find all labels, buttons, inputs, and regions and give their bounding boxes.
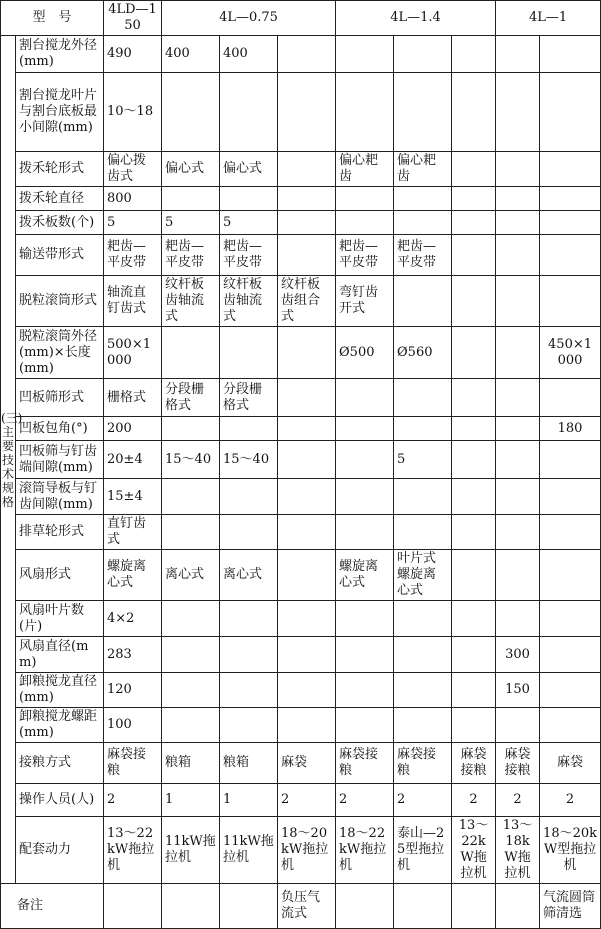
- model-header: 4L—0.75: [162, 1, 336, 36]
- cell-value: [540, 441, 601, 479]
- cell-value: 1: [162, 784, 220, 817]
- spec-row: [1, 235, 601, 276]
- spec-row: [1, 743, 601, 784]
- cell-value: 2: [104, 784, 162, 817]
- remark-value: [220, 884, 278, 929]
- cell-value: [540, 673, 601, 708]
- cell-value: [496, 601, 540, 637]
- spec-row: [1, 36, 601, 73]
- cell-value: [452, 673, 496, 708]
- cell-value: 耙齿—平皮带: [104, 235, 162, 276]
- cell-value: [394, 515, 452, 550]
- row-label: 拨禾轮形式: [16, 152, 104, 187]
- spec-row: [1, 187, 601, 211]
- cell-value: [394, 708, 452, 743]
- cell-value: [278, 708, 336, 743]
- side-label-text: (三)主要技术规格: [1, 410, 23, 509]
- cell-value: [278, 673, 336, 708]
- remark-value: [336, 884, 394, 929]
- row-label: 风扇叶片数(片): [16, 601, 104, 637]
- spec-row: [1, 817, 601, 884]
- cell-value: [336, 36, 394, 73]
- cell-value: [336, 673, 394, 708]
- cell-value: [452, 73, 496, 152]
- cell-value: 13～18kW拖拉机: [496, 817, 540, 884]
- cell-value: [394, 417, 452, 441]
- cell-value: [394, 36, 452, 73]
- cell-value: [496, 152, 540, 187]
- cell-value: 偏心式: [220, 152, 278, 187]
- cell-value: 螺旋离心式: [104, 550, 162, 601]
- cell-value: [278, 441, 336, 479]
- cell-value: 450×1 000: [540, 327, 601, 379]
- spec-row: [1, 417, 601, 441]
- cell-value: [336, 601, 394, 637]
- cell-value: [162, 73, 220, 152]
- row-label: 接粮方式: [16, 743, 104, 784]
- cell-value: [278, 417, 336, 441]
- cell-value: [336, 637, 394, 673]
- cell-value: [336, 515, 394, 550]
- cell-value: 麻袋接粮: [104, 743, 162, 784]
- spec-row: [1, 550, 601, 601]
- cell-value: [452, 515, 496, 550]
- cell-value: [220, 673, 278, 708]
- cell-value: [540, 550, 601, 601]
- spec-row: [1, 379, 601, 417]
- cell-value: 偏心耙齿: [336, 152, 394, 187]
- cell-value: Ø500: [336, 327, 394, 379]
- cell-value: 5: [394, 441, 452, 479]
- row-label: 风扇形式: [16, 550, 104, 601]
- cell-value: 2: [336, 784, 394, 817]
- cell-value: [394, 187, 452, 211]
- cell-value: [496, 441, 540, 479]
- cell-value: [220, 637, 278, 673]
- remark-label: 备注: [1, 884, 104, 929]
- cell-value: [496, 73, 540, 152]
- cell-value: [540, 515, 601, 550]
- cell-value: [162, 187, 220, 211]
- cell-value: [162, 417, 220, 441]
- cell-value: 5: [162, 211, 220, 235]
- cell-value: [452, 637, 496, 673]
- remark-value: [394, 884, 452, 929]
- cell-value: [162, 327, 220, 379]
- cell-value: [540, 479, 601, 515]
- cell-value: [540, 211, 601, 235]
- cell-value: 18～20kW拖拉机: [278, 817, 336, 884]
- cell-value: 15±4: [104, 479, 162, 515]
- cell-value: [496, 235, 540, 276]
- row-label: 脱粒滚筒形式: [16, 276, 104, 327]
- spec-row: [1, 784, 601, 817]
- row-label: 风扇直径(mm): [16, 637, 104, 673]
- spec-row: [1, 73, 601, 152]
- cell-value: 粮箱: [162, 743, 220, 784]
- cell-value: 283: [104, 637, 162, 673]
- cell-value: [540, 379, 601, 417]
- cell-value: 耙齿—平皮带: [336, 235, 394, 276]
- cell-value: [496, 379, 540, 417]
- cell-value: [278, 327, 336, 379]
- remark-row: [1, 884, 601, 929]
- model-label: 型 号: [1, 1, 104, 36]
- cell-value: [162, 708, 220, 743]
- cell-value: [496, 187, 540, 211]
- cell-value: [452, 235, 496, 276]
- cell-value: [278, 211, 336, 235]
- cell-value: [452, 211, 496, 235]
- cell-value: 2: [278, 784, 336, 817]
- spec-row: [1, 673, 601, 708]
- model-header: 4LD—150: [104, 1, 162, 36]
- cell-value: [452, 276, 496, 327]
- row-label: 配套动力: [16, 817, 104, 884]
- cell-value: [394, 601, 452, 637]
- cell-value: 纹杆板齿轴流式: [220, 276, 278, 327]
- cell-value: 轴流直钉齿式: [104, 276, 162, 327]
- row-label: 拨禾轮直径: [16, 187, 104, 211]
- cell-value: 18～20kW型拖拉机: [540, 817, 601, 884]
- row-label: 脱粒滚筒外径(mm)×长度(mm): [16, 327, 104, 379]
- cell-value: 150: [496, 673, 540, 708]
- row-label: 排草轮形式: [16, 515, 104, 550]
- cell-value: 5: [220, 211, 278, 235]
- header-row: [1, 1, 601, 36]
- cell-value: 15～40: [162, 441, 220, 479]
- spec-row: [1, 708, 601, 743]
- cell-value: 偏心耙齿: [394, 152, 452, 187]
- cell-value: [278, 73, 336, 152]
- cell-value: 15～40: [220, 441, 278, 479]
- model-header: 4L—1: [496, 1, 601, 36]
- cell-value: 300: [496, 637, 540, 673]
- cell-value: 麻袋接粮: [452, 743, 496, 784]
- cell-value: 20±4: [104, 441, 162, 479]
- cell-value: 耙齿—平皮带: [394, 235, 452, 276]
- cell-value: 离心式: [220, 550, 278, 601]
- spec-row: [1, 479, 601, 515]
- cell-value: 纹杆板齿轴流式: [162, 276, 220, 327]
- row-label: 卸粮搅龙直径(mm): [16, 673, 104, 708]
- cell-value: [394, 211, 452, 235]
- cell-value: [496, 327, 540, 379]
- cell-value: [496, 479, 540, 515]
- cell-value: [452, 708, 496, 743]
- cell-value: [336, 708, 394, 743]
- cell-value: 200: [104, 417, 162, 441]
- model-header: 4L—1.4: [336, 1, 496, 36]
- cell-value: [452, 379, 496, 417]
- cell-value: 5: [104, 211, 162, 235]
- cell-value: 叶片式螺旋离心式: [394, 550, 452, 601]
- cell-value: [162, 637, 220, 673]
- cell-value: [278, 235, 336, 276]
- cell-value: 400: [220, 36, 278, 73]
- cell-value: [540, 708, 601, 743]
- cell-value: [540, 637, 601, 673]
- spec-row: [1, 276, 601, 327]
- cell-value: [540, 36, 601, 73]
- row-label: 割台搅龙叶片与割台底板最小间隙(mm): [16, 73, 104, 152]
- cell-value: 泰山—25型拖拉机: [394, 817, 452, 884]
- cell-value: [278, 379, 336, 417]
- cell-value: 螺旋离心式: [336, 550, 394, 601]
- cell-value: [220, 601, 278, 637]
- cell-value: 麻袋: [278, 743, 336, 784]
- row-label: 拨禾板数(个): [16, 211, 104, 235]
- cell-value: 4×2: [104, 601, 162, 637]
- cell-value: [452, 187, 496, 211]
- cell-value: [278, 601, 336, 637]
- cell-value: [336, 211, 394, 235]
- spec-row: [1, 515, 601, 550]
- cell-value: [540, 73, 601, 152]
- cell-value: [394, 379, 452, 417]
- remark-value: [452, 884, 496, 929]
- row-label: 凹板筛形式: [16, 379, 104, 417]
- row-label: 滚筒导板与钉齿间隙(mm): [16, 479, 104, 515]
- cell-value: [162, 673, 220, 708]
- cell-value: [394, 637, 452, 673]
- cell-value: [336, 73, 394, 152]
- cell-value: 粮箱: [220, 743, 278, 784]
- cell-value: 11kW拖拉机: [220, 817, 278, 884]
- cell-value: 麻袋: [540, 743, 601, 784]
- cell-value: 120: [104, 673, 162, 708]
- cell-value: [452, 36, 496, 73]
- cell-value: [278, 550, 336, 601]
- cell-value: [220, 417, 278, 441]
- cell-value: [452, 417, 496, 441]
- cell-value: 2: [540, 784, 601, 817]
- row-label: 卸粮搅龙螺距(mm): [16, 708, 104, 743]
- cell-value: 180: [540, 417, 601, 441]
- cell-value: [452, 441, 496, 479]
- cell-value: 490: [104, 36, 162, 73]
- row-label: 割台搅龙外径(mm): [16, 36, 104, 73]
- cell-value: [496, 276, 540, 327]
- cell-value: [278, 515, 336, 550]
- cell-value: 麻袋接粮: [394, 743, 452, 784]
- cell-value: [540, 235, 601, 276]
- row-label: 输送带形式: [16, 235, 104, 276]
- cell-value: [496, 211, 540, 235]
- cell-value: [540, 276, 601, 327]
- cell-value: [278, 479, 336, 515]
- row-label: 凹板包角(°): [16, 417, 104, 441]
- cell-value: 2: [452, 784, 496, 817]
- spec-row: [1, 637, 601, 673]
- cell-value: [394, 276, 452, 327]
- remark-value: 负压气流式: [278, 884, 336, 929]
- cell-value: [278, 187, 336, 211]
- spec-row: [1, 211, 601, 235]
- cell-value: [220, 73, 278, 152]
- cell-value: [496, 417, 540, 441]
- cell-value: 分段栅格式: [162, 379, 220, 417]
- cell-value: 分段栅格式: [220, 379, 278, 417]
- spec-row: [1, 152, 601, 187]
- cell-value: 13～22kW拖拉机: [104, 817, 162, 884]
- cell-value: 400: [162, 36, 220, 73]
- cell-value: [220, 515, 278, 550]
- cell-value: [452, 550, 496, 601]
- cell-value: Ø560: [394, 327, 452, 379]
- spec-row: [1, 601, 601, 637]
- row-label: 操作人员(人): [16, 784, 104, 817]
- cell-value: [220, 479, 278, 515]
- cell-value: [540, 601, 601, 637]
- row-label: 凹板筛与钉齿端间隙(mm): [16, 441, 104, 479]
- cell-value: 直钉齿式: [104, 515, 162, 550]
- cell-value: [336, 479, 394, 515]
- cell-value: [278, 36, 336, 73]
- cell-value: [540, 187, 601, 211]
- cell-value: [452, 327, 496, 379]
- cell-value: 麻袋接粮: [496, 743, 540, 784]
- cell-value: [540, 152, 601, 187]
- cell-value: [278, 637, 336, 673]
- cell-value: [452, 152, 496, 187]
- cell-value: [394, 479, 452, 515]
- cell-value: [336, 417, 394, 441]
- cell-value: 耙齿—平皮带: [162, 235, 220, 276]
- cell-value: 10～18: [104, 73, 162, 152]
- cell-value: 弯钉齿开式: [336, 276, 394, 327]
- remark-value: 气流圆筒筛清选: [540, 884, 601, 929]
- cell-value: [162, 515, 220, 550]
- cell-value: [496, 550, 540, 601]
- cell-value: 11kW拖拉机: [162, 817, 220, 884]
- cell-value: [496, 708, 540, 743]
- cell-value: [394, 73, 452, 152]
- cell-value: [162, 479, 220, 515]
- cell-value: [220, 327, 278, 379]
- cell-value: [162, 601, 220, 637]
- cell-value: 纹杆板齿组合式: [278, 276, 336, 327]
- cell-value: 1: [220, 784, 278, 817]
- side-label: [1, 36, 23, 884]
- remark-value: [162, 884, 220, 929]
- cell-value: [336, 187, 394, 211]
- cell-value: 2: [394, 784, 452, 817]
- cell-value: [336, 441, 394, 479]
- spec-row: [1, 441, 601, 479]
- cell-value: [220, 187, 278, 211]
- cell-value: [394, 673, 452, 708]
- cell-value: [452, 479, 496, 515]
- cell-value: [336, 379, 394, 417]
- cell-value: 栅格式: [104, 379, 162, 417]
- remark-value: [496, 884, 540, 929]
- cell-value: 500×1 000: [104, 327, 162, 379]
- cell-value: 麻袋接粮: [336, 743, 394, 784]
- cell-value: [220, 708, 278, 743]
- spec-row: [1, 327, 601, 379]
- cell-value: 100: [104, 708, 162, 743]
- cell-value: 13～22kW拖拉机: [452, 817, 496, 884]
- cell-value: [496, 36, 540, 73]
- cell-value: [452, 601, 496, 637]
- cell-value: 耙齿—平皮带: [220, 235, 278, 276]
- cell-value: [278, 152, 336, 187]
- cell-value: 离心式: [162, 550, 220, 601]
- remark-value: [104, 884, 162, 929]
- cell-value: 800: [104, 187, 162, 211]
- cell-value: 2: [496, 784, 540, 817]
- cell-value: 偏心式: [162, 152, 220, 187]
- cell-value: [496, 515, 540, 550]
- cell-value: 18～22kW拖拉机: [336, 817, 394, 884]
- cell-value: 偏心拨齿式: [104, 152, 162, 187]
